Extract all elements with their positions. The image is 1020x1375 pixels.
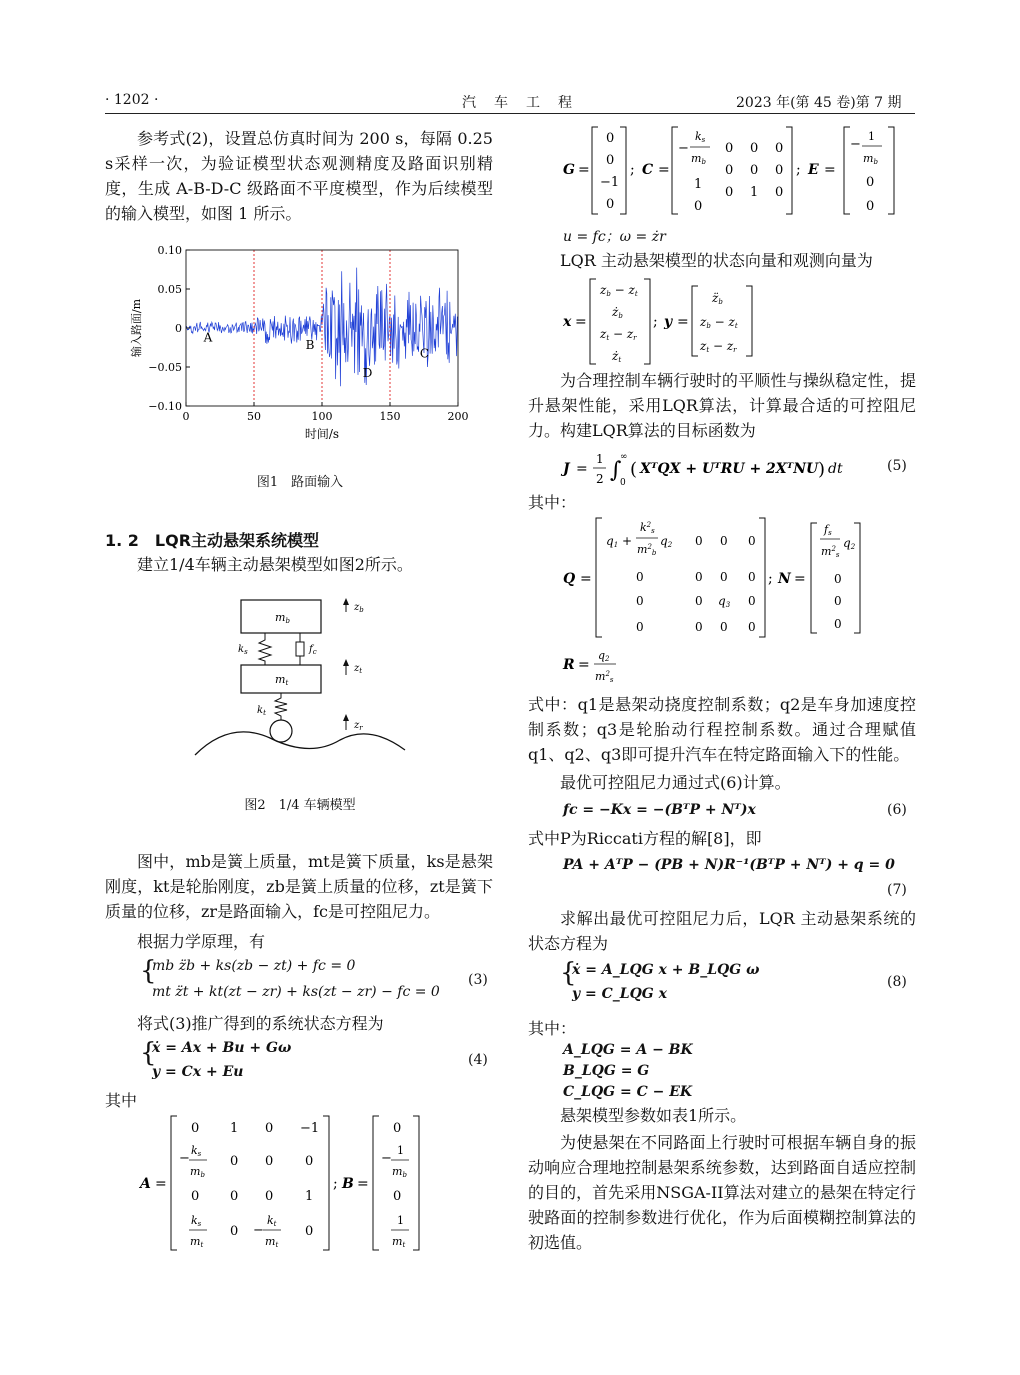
svg-text:;: ; (796, 162, 801, 178)
eq3-line2: mt z̈t + kt(zt − zr) + ks(zt − zr) − fc = 0 (152, 984, 440, 1000)
road-surface (195, 732, 405, 755)
y-tick-label: 0 (175, 322, 182, 335)
y-axis-label: 输入路面/m (130, 298, 143, 358)
svg-text:A: A (140, 1176, 151, 1192)
svg-text:=: = (576, 461, 588, 477)
svg-text:y: y (664, 314, 673, 330)
y-tick-label: −0.10 (148, 400, 182, 413)
svg-text:q1: q1 (606, 534, 619, 549)
svg-text:0: 0 (750, 163, 759, 178)
svg-text:0: 0 (750, 141, 759, 156)
segment-label-D: D (362, 366, 373, 381)
svg-text:0: 0 (720, 620, 728, 634)
svg-text:0: 0 (230, 1224, 239, 1239)
y-tick-label: −0.05 (148, 361, 182, 374)
eq6: fc = −Kx = −(BᵀP + Nᵀ)x (563, 802, 756, 818)
svg-text:0: 0 (606, 131, 615, 146)
svg-text:=: = (578, 657, 590, 673)
svg-text:1: 1 (868, 130, 875, 143)
svg-text:R: R (563, 657, 575, 673)
svg-text:2: 2 (596, 472, 604, 486)
eq4-line1: ẋ = Ax + Bu + Gω (152, 1040, 292, 1056)
matrix-A-B (135, 1110, 425, 1255)
segment-label-C: C (419, 346, 430, 361)
suspension-spring (259, 633, 271, 665)
svg-text:−: − (850, 137, 861, 152)
svg-text:0: 0 (694, 199, 703, 214)
svg-text:;: ; (768, 571, 773, 587)
eq5-cost-function (560, 445, 900, 491)
eq5-number: (5) (887, 458, 907, 474)
eq7-number: (7) (887, 882, 907, 898)
svg-text:0: 0 (775, 141, 784, 156)
segment-label-B: B (305, 338, 315, 353)
svg-text:0: 0 (748, 534, 756, 548)
svg-text:): ) (818, 459, 826, 480)
x-axis-label: 时间/s (304, 427, 340, 441)
svg-text:=: = (794, 571, 806, 587)
svg-text:0: 0 (834, 617, 842, 631)
svg-text:0: 0 (636, 570, 644, 584)
svg-text:1: 1 (750, 185, 759, 200)
svg-text:0: 0 (775, 185, 784, 200)
paragraph-symbols: 图中，mb是簧上质量，mt是簧下质量，ks是悬架刚度，kt是轮胎刚度，zb是簧上质量的位移，zt是簧下质量的位移，zr是路面输入，fc是可控阻尼力。 (105, 852, 493, 921)
paragraph-nsga: 为使悬架在不同路面上行驶时可根据车辆自身的振动响应合理地控制悬架系统参数，达到路面自适应控制的目的，首先采用NSGA-II算法对建立的悬架在特定行驶路面的控制参数进行优化，作为后面模糊控制算法的初选值。 (528, 1133, 916, 1252)
tire-spring (275, 693, 287, 720)
matrix-G-C-E (560, 122, 900, 217)
svg-text:;: ; (630, 162, 635, 178)
brace-eq4: { (140, 1038, 157, 1068)
svg-text:m2s: $m^2_s$ (595, 670, 614, 684)
quarter-car-diagram (190, 590, 420, 770)
svg-text:0: 0 (725, 185, 734, 200)
eq8-line2: y = C_LQG x (572, 986, 667, 1002)
label-mt: mt (275, 673, 289, 687)
svg-text:fs: fs (824, 523, 832, 537)
paragraph-fig2-intro: 建立1/4车辆主动悬架模型如图2所示。 (137, 555, 413, 574)
eq7: PA + AᵀP − (PB + N)R⁻¹(BᵀP + Nᵀ) + q = 0 (563, 857, 895, 873)
svg-text:1: 1 (397, 1214, 404, 1227)
svg-text:0: 0 (265, 1189, 274, 1204)
fig2-caption: 图2 1/4 车辆模型 (244, 798, 356, 813)
paragraph-table-ref: 悬架模型参数如表1所示。 (560, 1106, 747, 1125)
matrix-R (560, 645, 640, 687)
header-rule (105, 113, 915, 114)
svg-text:mt: mt (392, 1235, 406, 1249)
svg-text:J: J (563, 461, 570, 477)
svg-text:0: 0 (636, 594, 644, 608)
svg-text:m2b: $m^2_b$ (637, 543, 657, 557)
svg-text:0: 0 (305, 1224, 314, 1239)
eq-c-lqg: C_LQG = C − EK (563, 1084, 693, 1100)
svg-text:−1: −1 (600, 175, 620, 190)
svg-text:1: 1 (694, 177, 703, 192)
svg-text:0: 0 (720, 570, 728, 584)
svg-text:m2s: $m^2_s$ (821, 545, 840, 559)
fig1-caption: 图1 路面输入 (256, 475, 344, 490)
svg-text:q2: q2 (598, 649, 610, 663)
svg-text:=: = (658, 162, 670, 178)
svg-text:mt: mt (190, 1235, 204, 1249)
svg-text:=: = (578, 162, 590, 178)
journal-name: 汽 车 工 程 (462, 95, 574, 111)
svg-text:=: = (677, 314, 689, 330)
svg-text:0: 0 (305, 1154, 314, 1169)
svg-text:(: ( (630, 459, 638, 480)
svg-text:ks: ks (191, 1144, 202, 1158)
eq-u-omega: u = fc；ω = żr (563, 229, 666, 245)
brace-eq3: { (140, 956, 157, 986)
svg-text:żt: żt (612, 349, 622, 364)
eq8-line1: ẋ = A_LQG x + B_LQG ω (572, 962, 760, 978)
svg-text:q3: q3 (718, 594, 731, 609)
svg-text:0: 0 (866, 199, 875, 214)
svg-text:ks: ks (191, 1214, 202, 1228)
label-zb: $z_b$ (354, 602, 364, 614)
label-mb: mb (275, 611, 290, 625)
svg-text:−: − (253, 1223, 264, 1238)
svg-text:kt: kt (267, 1214, 277, 1228)
y-tick-label: 0.05 (157, 283, 182, 296)
segment-label-A: A (203, 330, 213, 345)
svg-text:mt: mt (265, 1235, 279, 1249)
svg-text:G: G (563, 162, 575, 178)
wheel-icon (270, 720, 292, 742)
svg-text:Q: Q (563, 571, 576, 587)
svg-text:1: 1 (305, 1189, 314, 1204)
svg-text:zb − zt: zb − zt (600, 283, 638, 298)
svg-text:0: 0 (393, 1121, 402, 1136)
matrix-Q-N (560, 515, 870, 640)
svg-text:=: = (357, 1176, 369, 1192)
svg-text:0: 0 (748, 594, 756, 608)
eq3-number: (3) (468, 972, 488, 988)
svg-text:0: 0 (695, 570, 703, 584)
svg-text:mb: mb (190, 1165, 205, 1179)
label-kt: $k_t$ (257, 705, 266, 717)
paragraph-objective: 为合理控制车辆行驶时的平顺性与操纵稳定性，提升悬架性能，采用LQR算法，计算最合适的可控阻尼力。构建LQR算法的目标函数为 (528, 371, 916, 440)
eq4-line2: y = Cx + Eu (152, 1064, 244, 1080)
svg-text:x: x (563, 314, 572, 330)
svg-text:B: B (342, 1176, 354, 1192)
x-tick-label: 0 (182, 410, 190, 423)
svg-text:0: 0 (775, 163, 784, 178)
svg-text:0: 0 (606, 197, 615, 212)
svg-text:∞: ∞ (620, 452, 628, 462)
svg-text:q2: q2 (843, 536, 856, 551)
svg-text:1: 1 (230, 1121, 239, 1136)
svg-text:zb − zt: zb − zt (700, 315, 738, 330)
svg-text:=: = (824, 162, 836, 178)
x-tick-label: 200 (447, 410, 469, 423)
svg-text:0: 0 (725, 163, 734, 178)
svg-text:0: 0 (620, 478, 626, 488)
x-tick-label: 50 (247, 410, 261, 423)
paragraph-where-3: 其中： (528, 1019, 577, 1038)
svg-text:0: 0 (834, 594, 842, 608)
label-fc: $f_c$ (309, 644, 317, 656)
svg-text:=: = (580, 571, 592, 587)
svg-text:0: 0 (265, 1154, 274, 1169)
svg-text:0: 0 (720, 534, 728, 548)
paragraph-riccati: 式中P为Riccati方程的解[8]，即 (528, 829, 762, 848)
svg-text:−: − (678, 141, 689, 156)
svg-text:;: ; (333, 1176, 338, 1192)
svg-text:0: 0 (393, 1189, 402, 1204)
svg-text:XᵀQX + UᵀRU + 2XᵀNU: XᵀQX + UᵀRU + 2XᵀNU (640, 461, 819, 477)
svg-text:1: 1 (596, 452, 604, 466)
issue-info: 2023 年(第 45 卷)第 7 期 (736, 95, 902, 111)
eq4-number: (4) (468, 1052, 488, 1068)
svg-text:0: 0 (191, 1121, 200, 1136)
x-tick-label: 100 (311, 410, 333, 423)
svg-text:dt: dt (828, 461, 843, 477)
svg-text:;: ; (653, 314, 658, 330)
svg-text:żb: żb (612, 305, 623, 320)
svg-text:1: 1 (397, 1144, 404, 1157)
svg-text:0: 0 (636, 620, 644, 634)
eq3-line1: mb z̈b + ks(zb − zt) + fc = 0 (152, 958, 356, 974)
paragraph-mechanics: 根据力学原理，有 (137, 932, 266, 951)
paragraph-where: 其中 (105, 1091, 138, 1110)
paragraph-intro: 参考式(2)，设置总仿真时间为 200 s，每隔 0.25 s采样一次，为验证模型状态观测精度及路面识别精度，生成 A-B-D-C 级路面不平度模型，作为后续模型的输入模型，如图 1 所示。 (105, 129, 493, 223)
svg-text:+: + (622, 534, 633, 548)
svg-text:0: 0 (606, 153, 615, 168)
section-title: 1. 2 LQR主动悬架系统模型 (105, 531, 320, 550)
svg-text:0: 0 (695, 594, 703, 608)
svg-text:k2s: $k^2_s$ (640, 521, 655, 535)
svg-text:−1: −1 (300, 1121, 320, 1136)
svg-text:zt − zr: zt − zr (600, 327, 637, 342)
brace-eq8: { (560, 958, 577, 988)
svg-text:N: N (778, 571, 791, 587)
svg-text:0: 0 (191, 1189, 200, 1204)
paragraph-where-2: 其中： (528, 493, 577, 512)
page-number: · 1202 · (105, 92, 159, 108)
svg-text:0: 0 (748, 570, 756, 584)
svg-text:∫: ∫ (610, 458, 622, 483)
svg-text:−: − (179, 1151, 190, 1166)
svg-text:mb: mb (392, 1165, 407, 1179)
svg-text:0: 0 (834, 572, 842, 586)
svg-text:z̈b: z̈b (712, 291, 723, 306)
svg-text:0: 0 (230, 1154, 239, 1169)
eq-b-lqg: B_LQG = G (563, 1063, 650, 1079)
paragraph-state-vector: LQR 主动悬架模型的状态向量和观测向量为 (560, 251, 873, 270)
svg-text:0: 0 (695, 534, 703, 548)
vectors-x-y (560, 276, 760, 366)
svg-text:0: 0 (748, 620, 756, 634)
y-tick-label: 0.10 (157, 244, 182, 257)
label-zr: $z_r$ (354, 720, 363, 732)
svg-text:0: 0 (230, 1189, 239, 1204)
svg-text:0: 0 (695, 620, 703, 634)
damper-body (296, 642, 304, 656)
svg-text:q2: q2 (660, 534, 673, 549)
paragraph-lqr-state: 求解出最优可控阻尼力后，LQR 主动悬架系统的状态方程为 (528, 909, 916, 953)
svg-text:0: 0 (265, 1121, 274, 1136)
x-tick-label: 150 (379, 410, 401, 423)
paragraph-optimal-force: 最优可控阻尼力通过式(6)计算。 (560, 773, 791, 792)
eq-a-lqg: A_LQG = A − BK (563, 1042, 693, 1058)
eq8-number: (8) (887, 974, 907, 990)
svg-text:zt − zr: zt − zr (700, 339, 737, 354)
paragraph-state-eq: 将式(3)推广得到的系统状态方程为 (137, 1014, 384, 1033)
eq6-number: (6) (887, 802, 907, 818)
svg-text:E: E (808, 162, 819, 178)
svg-text:mb: mb (863, 152, 878, 166)
svg-text:C: C (642, 162, 654, 178)
svg-text:0: 0 (866, 175, 875, 190)
svg-text:=: = (575, 314, 587, 330)
road-input-chart (128, 242, 478, 454)
svg-text:ks: ks (695, 130, 706, 144)
svg-text:0: 0 (725, 141, 734, 156)
svg-text:mb: mb (691, 152, 706, 166)
svg-text:−: − (381, 1151, 392, 1166)
svg-text:=: = (155, 1176, 167, 1192)
label-zt: $z_t$ (354, 663, 363, 675)
paragraph-coefficients: 式中：q1是悬架动挠度控制系数；q2是车身加速度控制系数；q3是轮胎动行程控制系数。通过合理赋值q1、q2、q3即可提升汽车在特定路面输入下的性能。 (528, 695, 916, 764)
label-ks: $k_s$ (238, 644, 248, 656)
